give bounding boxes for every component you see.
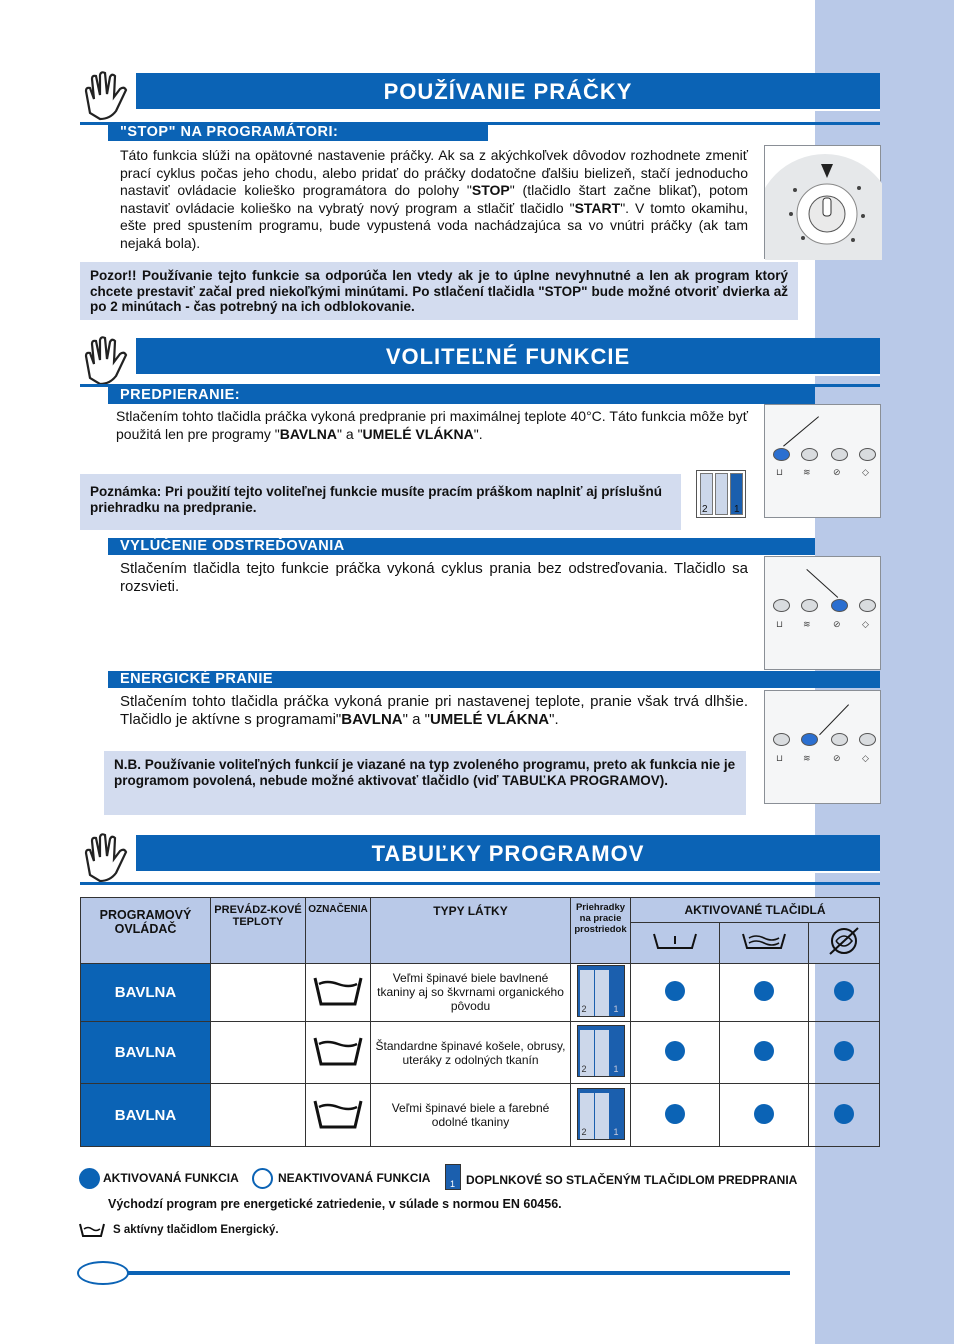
- wash-tub-icon: [306, 1021, 371, 1084]
- page-number-oval: [77, 1261, 129, 1285]
- program-name: BAVLNA: [81, 1084, 211, 1147]
- energy-symbol-icon: ≋: [803, 753, 811, 763]
- button-panel-energy: [764, 690, 881, 804]
- start-symbol-icon: ◇: [862, 467, 869, 477]
- no-spin-active-dot: [808, 1021, 879, 1084]
- energy-wash-icon: [78, 1222, 106, 1238]
- wash-tub-icon: [306, 1084, 371, 1147]
- legend-active: AKTIVOVANÁ FUNKCIA: [103, 1171, 239, 1185]
- no-spin-paragraph: Stlačením tlačidla tejto funkcie práčka vykoná cyklus prania bez odstreďovania. Tlačidlo sa rozsvieti.: [120, 560, 748, 595]
- legend-default-program: Východzí program pre energetické zatriedenie, v súlade s normou EN 60456.: [108, 1197, 562, 1211]
- legend-inactive: NEAKTIVOVANÁ FUNKCIA: [278, 1171, 431, 1185]
- hand-icon: [80, 67, 136, 123]
- prewash-paragraph: Stlačením tohto tlačidla práčka vykoná predpranie pri maximálnej teplote 40°C. Táto funkcia môže byť použitá len pre programy "BAVLNA" a "UMELÉ VLÁKNA".: [116, 408, 748, 442]
- legend-energy-symbol: S aktívny tlačidlom Energický.: [113, 1224, 279, 1236]
- section-title: POUŽÍVANIE PRÁČKY: [383, 79, 633, 104]
- energy-column-icon: [719, 923, 808, 963]
- temp-cell: [211, 1021, 306, 1084]
- program-table: [80, 897, 880, 1147]
- inactive-dot-icon: [252, 1168, 273, 1189]
- no-spin-symbol-icon: ⊘: [833, 467, 841, 477]
- prewash-column-icon: [631, 923, 720, 963]
- prewash-active-dot: [631, 1021, 720, 1084]
- subheading-prewash: PREDPIERANIE:: [108, 387, 815, 404]
- prewash-button[interactable]: [773, 448, 790, 461]
- table-row: [81, 1021, 880, 1084]
- section-title: TABUĽKY PROGRAMOV: [371, 841, 645, 866]
- no-spin-active-dot: [808, 1084, 879, 1147]
- energy-active-dot: [719, 1021, 808, 1084]
- prewash-active-dot: [631, 1084, 720, 1147]
- no-spin-active-dot: [808, 963, 879, 1021]
- divider: [80, 882, 880, 885]
- no-spin-symbol-icon: ⊘: [833, 753, 841, 763]
- temp-cell: [211, 963, 306, 1021]
- start-button[interactable]: [859, 599, 876, 612]
- warning-note: Pozor!! Používanie tejto funkcie sa odporúča len vtedy ak je to úplne nevyhnutné a len ak program ktorý chcete prestaviť začal pred niekoľkými minútami. Po stlačení tlačidla "STOP" bude možné otvoriť dvierka až po 2 minútach - čas potrebný na ich odblokovanie.: [80, 262, 798, 320]
- footer-line: [80, 1271, 790, 1275]
- detergent-tray-icon: 2 1: [696, 470, 746, 518]
- knob-icon: [765, 146, 882, 260]
- wash-tub-icon: [306, 963, 371, 1021]
- header-fabric: TYPY LÁTKY: [371, 898, 571, 964]
- tray-cell: 2 1: [571, 1084, 631, 1147]
- energy-symbol-icon: ≋: [803, 619, 811, 629]
- no-spin-button[interactable]: [831, 733, 848, 746]
- start-button[interactable]: [859, 733, 876, 746]
- section-header-optional: [80, 338, 880, 376]
- header-program: PROGRAMOVÝ OVLÁDAČ: [81, 898, 211, 964]
- program-name: BAVLNA: [81, 1021, 211, 1084]
- legend-supplement: DOPLNKOVÉ SO STLAČENÝM TLAČIDLOM PREDPRANIA: [466, 1173, 798, 1187]
- subheading-stop: "STOP" NA PROGRAMÁTORI:: [108, 124, 488, 141]
- energy-symbol-icon: ≋: [803, 467, 811, 477]
- energy-active-dot: [719, 963, 808, 1021]
- no-spin-column-icon: [808, 923, 879, 963]
- prewash-symbol-icon: ⊔: [776, 753, 784, 763]
- no-spin-symbol-icon: ⊘: [833, 619, 841, 629]
- section-title: VOLITEĽNÉ FUNKCIE: [385, 344, 631, 369]
- header-temps: PREVÁDZ-KOVÉ TEPLOTY: [211, 898, 306, 964]
- table-row: [81, 1084, 880, 1147]
- hand-icon: [80, 332, 136, 388]
- no-spin-button[interactable]: [831, 448, 848, 461]
- subheading-energy: ENERGICKÉ PRANIE: [108, 671, 880, 688]
- hand-icon: [80, 829, 136, 885]
- button-panel-prewash: [764, 404, 881, 518]
- prewash-button[interactable]: [773, 599, 790, 612]
- header-tray: Priehradky na pracie prostriedok: [571, 898, 631, 964]
- prewash-symbol-icon: ⊔: [776, 619, 784, 629]
- no-spin-button[interactable]: [831, 599, 848, 612]
- start-button[interactable]: [859, 448, 876, 461]
- energy-button[interactable]: [801, 448, 818, 461]
- programmer-knob-illustration: [764, 145, 881, 259]
- stop-paragraph: Táto funkcia slúži na opätovné nastavenie práčky. Ak sa z akýchkoľvek dôvodov rozhodnete zmeniť prací cyklus počas jeho chodu, alebo pridať do práčky dodatočne ďalšiu bielizeň, stačí jednoducho nastaviť ovládacie kolieško programátora do polohy "STOP" (tlačidlo štart začne blikať), potom nastaviť ovládacie kolieško na vybratý nový program a stlačiť tlačidlo "START". V tomto okamihu, ešte pred spustením programu, bude vypustená voda nachádzajúca sa vo vnútri práčky (ak tam nejaká bola).: [120, 147, 749, 251]
- supplement-tray-icon: 1: [445, 1164, 461, 1190]
- section-header-programs: [80, 835, 880, 873]
- tray-cell: 2 1: [571, 1021, 631, 1084]
- nb-note: N.B. Používanie voliteľných funkcií je viazané na typ zvoleného programu, preto ak funkcia nie je programom povolená, nebude možné aktivovať tlačidlo (viď TABUĽKA PROGRAMOV).: [104, 751, 746, 815]
- start-symbol-icon: ◇: [862, 753, 869, 763]
- fabric-description: Veľmi špinavé biele bavlnené tkaniny aj so škvrnami organického pôvodu: [371, 963, 571, 1021]
- table-row: [81, 963, 880, 1021]
- prewash-symbol-icon: ⊔: [776, 467, 784, 477]
- prewash-button[interactable]: [773, 733, 790, 746]
- prewash-note: Poznámka: Pri použití tejto voliteľnej funkcie musíte pracím práškom naplniť aj príslušnú priehradku na predpranie.: [80, 474, 681, 530]
- fabric-description: Veľmi špinavé biele a farebné odolné tkaniny: [371, 1084, 571, 1147]
- energy-button[interactable]: [801, 733, 818, 746]
- header-active-buttons: AKTIVOVANÉ TLAČIDLÁ: [631, 898, 880, 923]
- prewash-active-dot: [631, 963, 720, 1021]
- program-name: BAVLNA: [81, 963, 211, 1021]
- energy-paragraph: Stlačením tohto tlačidla práčka vykoná pranie pri nastavenej teplote, pranie však trvá dlhšie. Tlačidlo je aktívne s programami"BAVLNA" a "UMELÉ VLÁKNA".: [120, 693, 748, 728]
- subheading-no-spin: VYLÚČENIE ODSTREĎOVANIA: [108, 538, 815, 555]
- energy-active-dot: [719, 1084, 808, 1147]
- start-symbol-icon: ◇: [862, 619, 869, 629]
- tray-cell: 2 1: [571, 963, 631, 1021]
- active-dot-icon: [79, 1168, 100, 1189]
- section-header-usage: [80, 73, 880, 111]
- button-panel-no-spin: [764, 556, 881, 670]
- temp-cell: [211, 1084, 306, 1147]
- header-marks: OZNAČENIA: [306, 898, 371, 964]
- energy-button[interactable]: [801, 599, 818, 612]
- fabric-description: Štandardne špinavé košele, obrusy, uteráky z odolných tkanín: [371, 1021, 571, 1084]
